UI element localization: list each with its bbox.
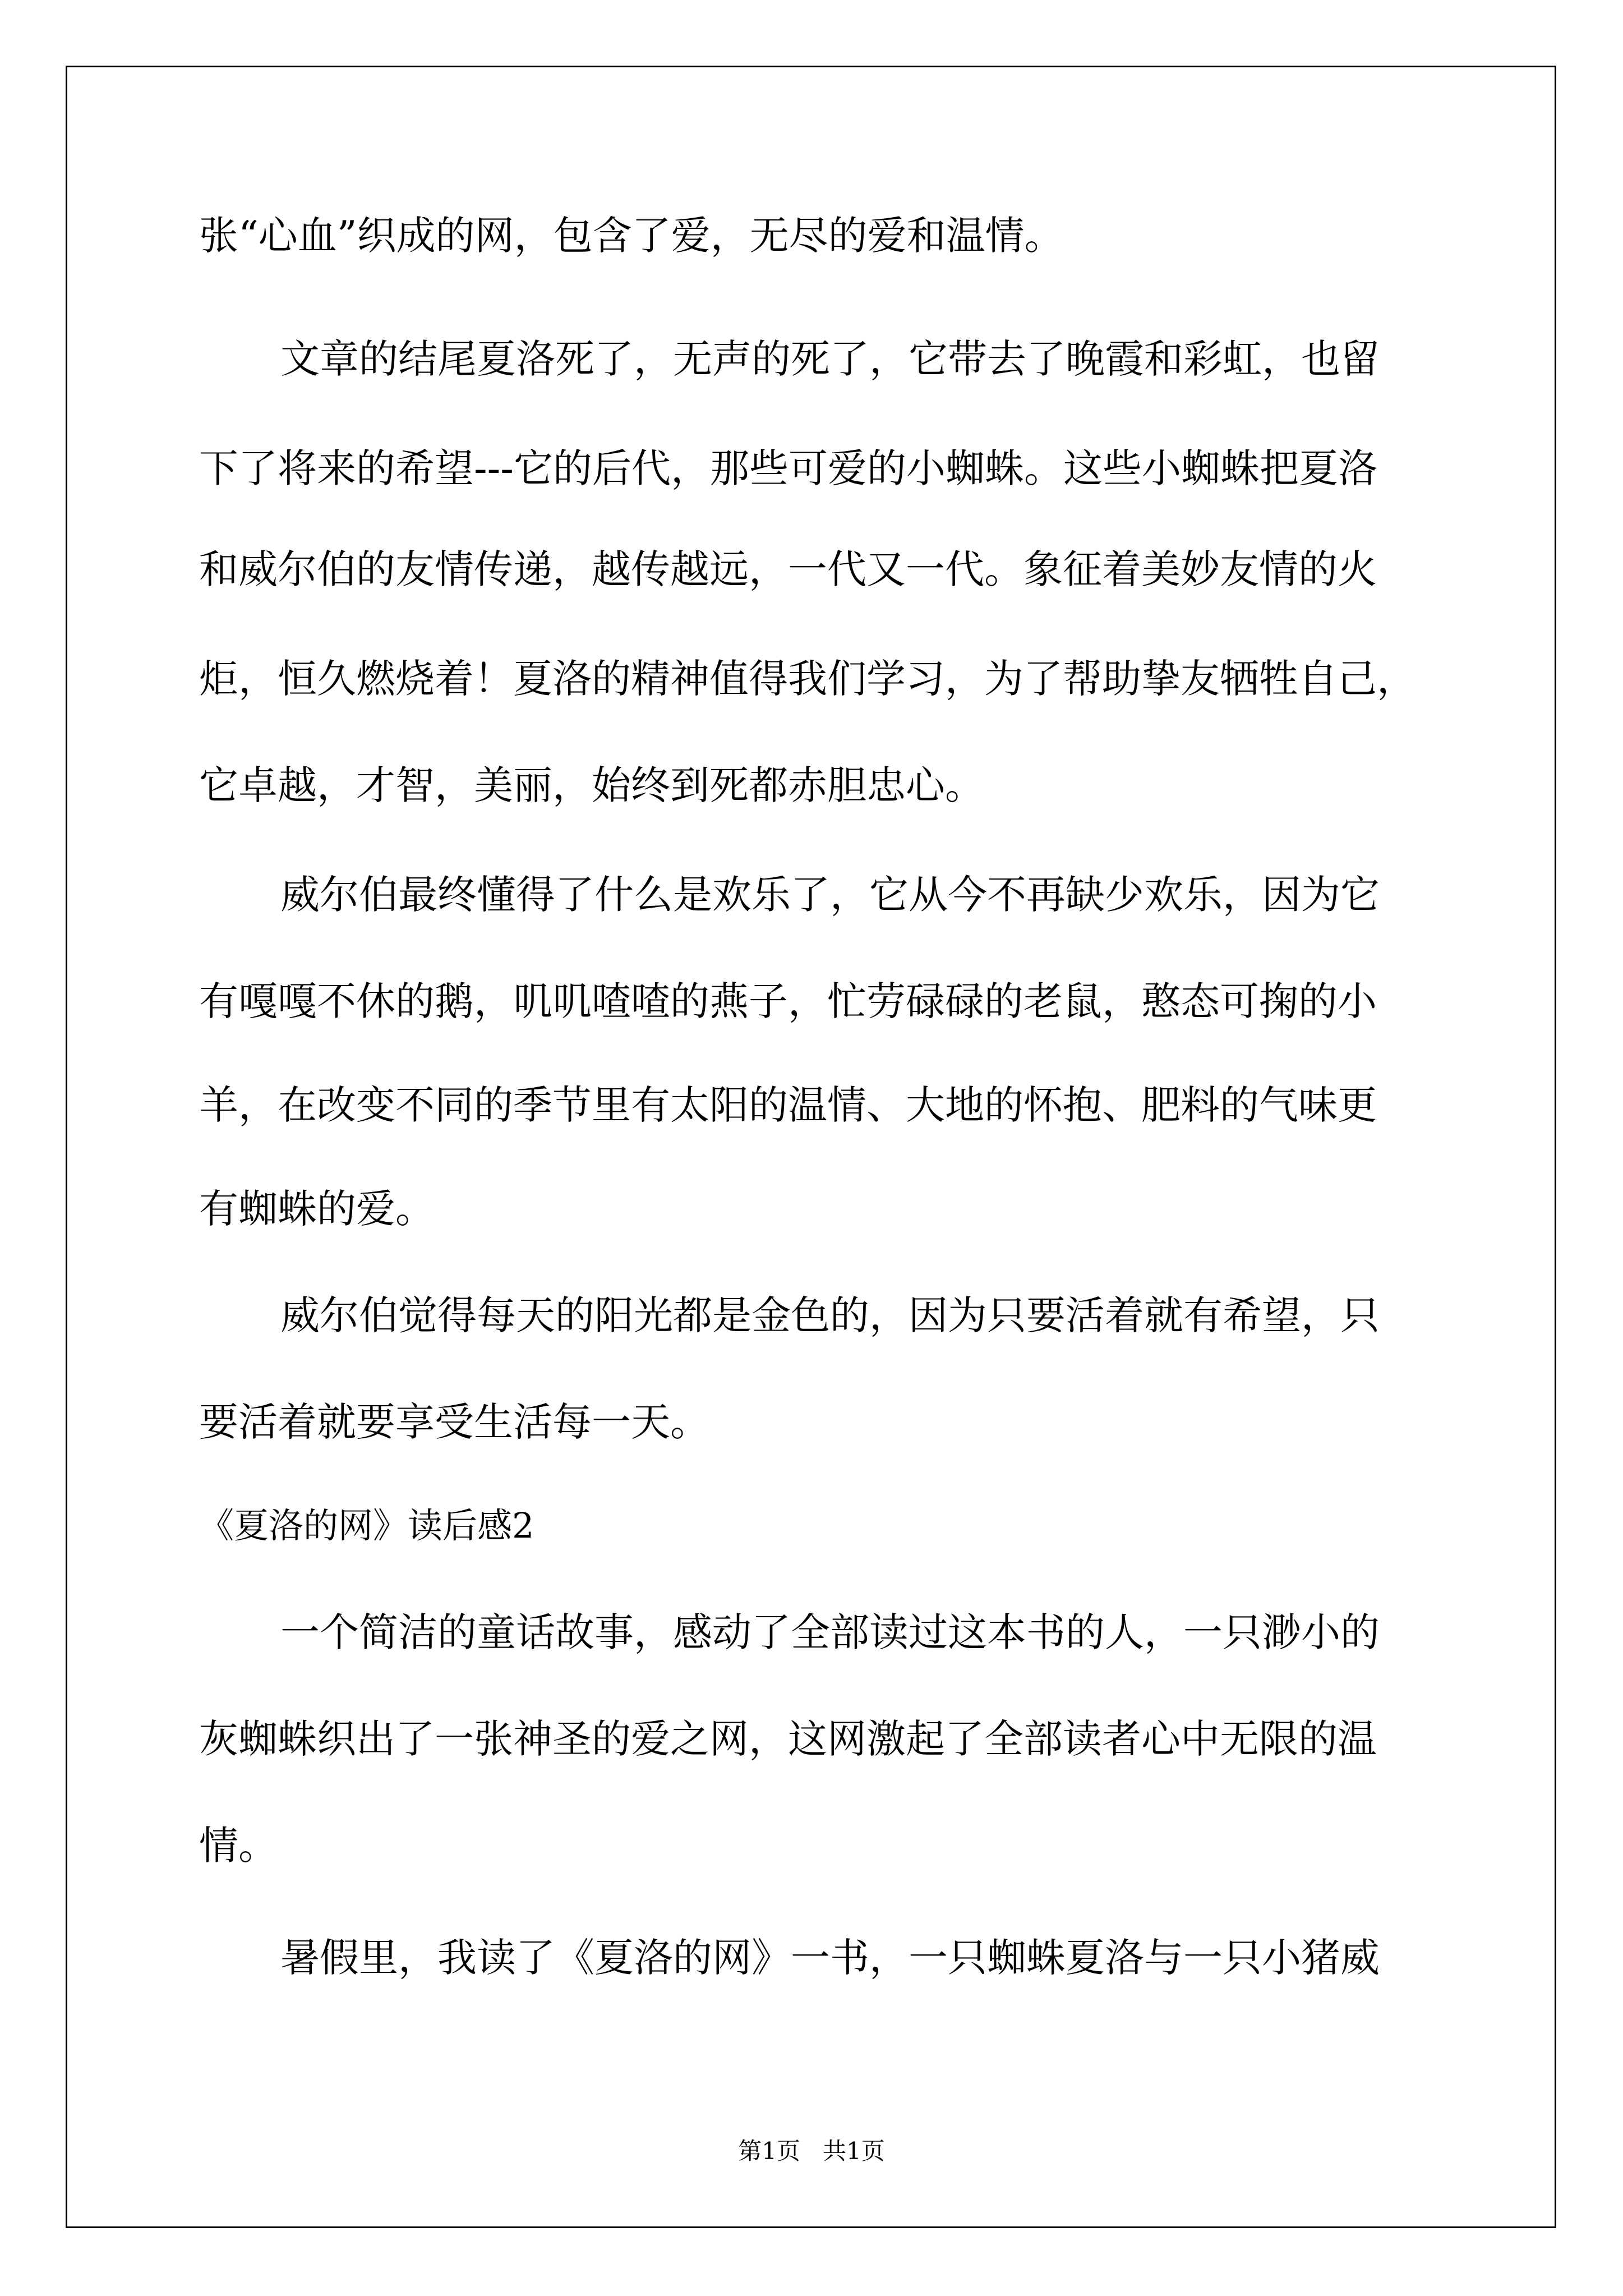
text-line: 下了将来的希望---它的后代，那些可爱的小蜘蛛。这些小蜘蛛把夏洛 — [199, 445, 1377, 491]
text-line: 张“心血”织成的网，包含了爱，无尽的爱和温情。 — [199, 213, 1064, 259]
page-footer: 第1页 共1页 — [738, 2137, 885, 2165]
text-line: 情。 — [199, 1823, 278, 1869]
text-line: 灰蜘蛛织出了一张神圣的爱之网，这网激起了全部读者心中无限的温 — [199, 1716, 1377, 1762]
paragraph-line: 暑假里，我读了《夏洛的网》一书，一只蜘蛛夏洛与一只小猪威 — [280, 1935, 1380, 1981]
paragraph-line: 文章的结尾夏洛死了，无声的死了，它带去了晚霞和彩虹，也留 — [280, 336, 1380, 382]
text-line: 炬，恒久燃烧着！夏洛的精神值得我们学习，为了帮助挚友牺牲自己， — [199, 656, 1416, 702]
text-line: 羊，在改变不同的季节里有太阳的温情、大地的怀抱、肥料的气味更 — [199, 1082, 1377, 1128]
page-border — [66, 66, 1556, 2228]
text-line: 和威尔伯的友情传递，越传越远，一代又一代。象征着美妙友情的火 — [199, 546, 1377, 592]
text-line: 要活着就要享受生活每一天。 — [199, 1399, 709, 1445]
paragraph-line: 一个简洁的童话故事，感动了全部读过这本书的人，一只渺小的 — [280, 1609, 1380, 1655]
paragraph-line: 威尔伯最终懂得了什么是欢乐了，它从今不再缺少欢乐，因为它 — [280, 872, 1380, 918]
text-line: 它卓越，才智，美丽，始终到死都赤胆忠心。 — [199, 762, 984, 808]
paragraph-line: 威尔伯觉得每天的阳光都是金色的，因为只要活着就有希望，只 — [280, 1292, 1380, 1338]
text-line: 有嘎嘎不休的鹅，叽叽喳喳的燕子，忙劳碌碌的老鼠，憨态可掬的小 — [199, 978, 1377, 1024]
section-heading: 《夏洛的网》读后感2 — [199, 1505, 534, 1546]
text-line: 有蜘蛛的爱。 — [199, 1186, 435, 1232]
